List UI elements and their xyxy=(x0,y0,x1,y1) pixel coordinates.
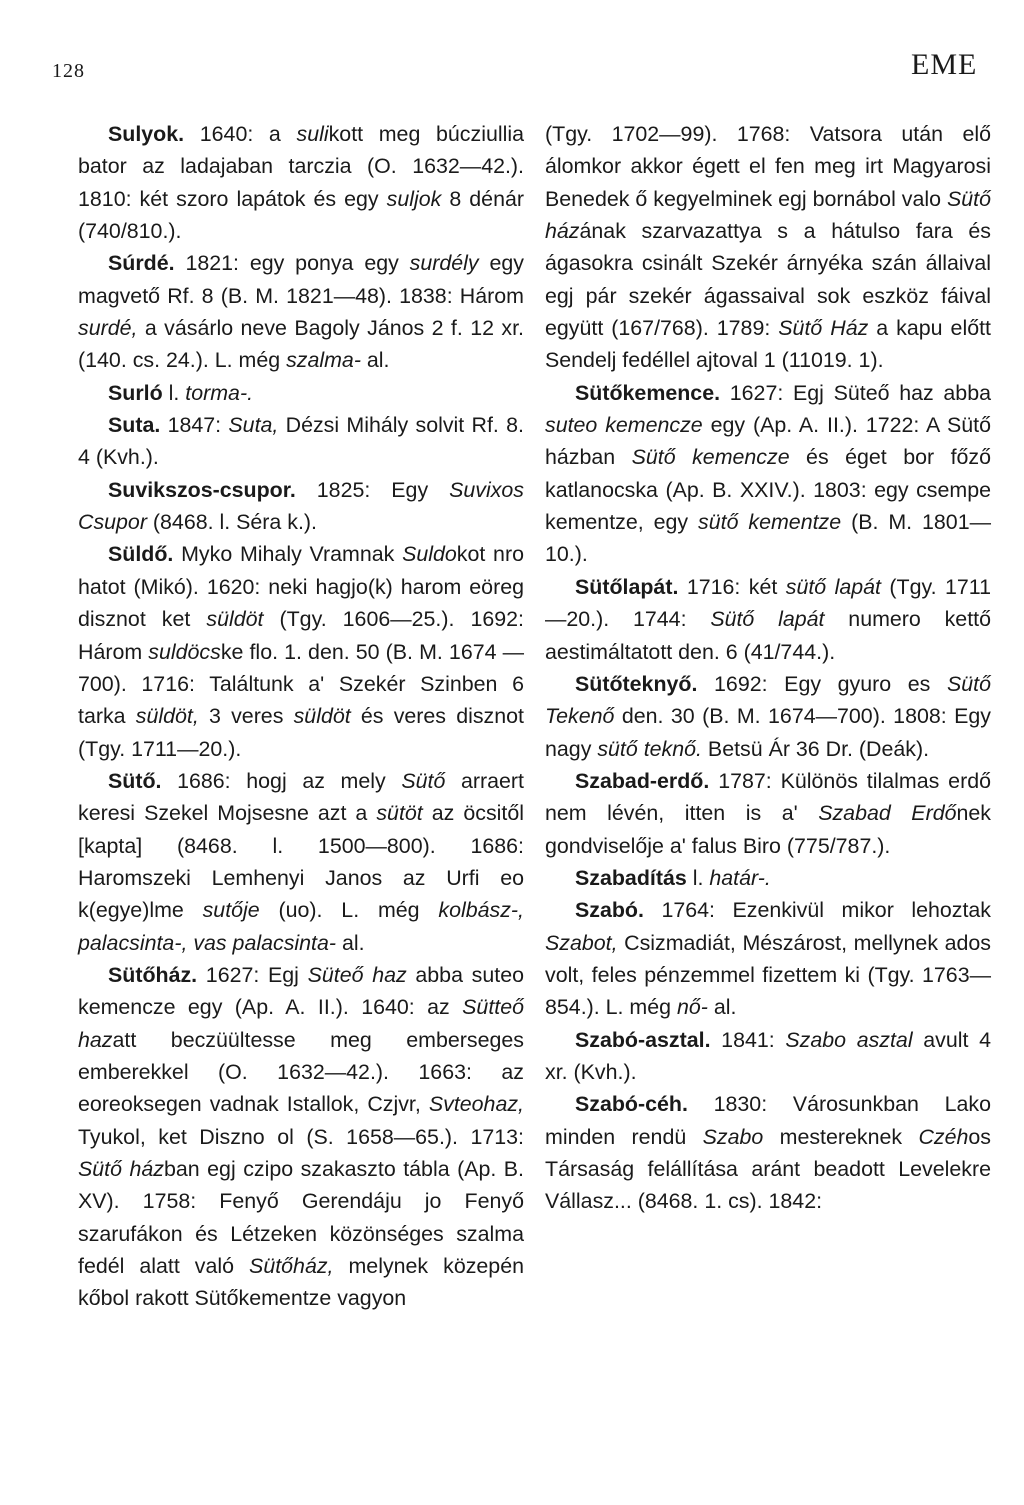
dictionary-entry xyxy=(545,571,991,668)
dictionary-entry xyxy=(78,409,524,474)
entry-text: al. xyxy=(360,348,390,373)
entry-italic-term: Sütő lapát xyxy=(710,607,825,632)
entry-text: (Tgy. 1606—25.). 1692: Három xyxy=(78,607,524,664)
entry-text: avult 4 xr. (Kvh.). xyxy=(545,1027,991,1084)
entry-text: Betsü Ár 36 Dr. (Deák). xyxy=(701,736,930,761)
entry-italic-term: Süteő haz xyxy=(307,962,407,987)
entry-headword: Suta. xyxy=(108,413,161,438)
entry-text: 1686: hogj az mely xyxy=(161,768,402,793)
entry-italic-term: suli xyxy=(296,122,329,146)
entry-text: nek gondviselője a' falus Biro (775/787.). xyxy=(545,801,991,858)
entry-text: (Tgy. 1702—99). 1768: Vatsora után elő álomkor akkor égett el fen meg irt Magyarosi Benedek ő kegyelminek egj bornábol valo xyxy=(545,122,991,211)
entry-headword: Sütőkemence. xyxy=(575,380,721,405)
entry-headword: Szabad-erdő. xyxy=(575,768,710,793)
entry-text: melynek közepén kőbol rakott Sütőkementze vagyon xyxy=(78,1254,524,1311)
entry-italic-term: nő- xyxy=(676,995,708,1020)
dictionary-entry xyxy=(78,474,524,539)
dictionary-entry xyxy=(545,894,991,1023)
entry-italic-term: Sütteő haz xyxy=(78,995,524,1052)
entry-text: Csizmadiát, Mészárost, mellynek ados volt, feles pénzemmel fizettem ki (Tgy. 1763—854.). L. még xyxy=(545,930,991,1020)
entry-italic-term: Szabot, xyxy=(545,930,618,955)
right-column xyxy=(545,118,991,1218)
entry-text: az öcsitől [kapta] (8468. l. 1500—800). 1686: Haromszeki Lemhenyi Janos az Urfi eo k(egye)lme xyxy=(78,801,524,923)
entry-text: egy (Ap. A. II.). 1722: A Sütő házban xyxy=(545,413,992,470)
entry-headword: Sütőteknyő. xyxy=(575,671,698,696)
entry-italic-term: torma-. xyxy=(185,380,254,405)
entry-text: (Tgy. 1711—20.). 1744: xyxy=(545,574,991,632)
entry-headword: Sütő. xyxy=(108,768,162,793)
dictionary-entry xyxy=(78,765,524,959)
entry-italic-term: sütő teknő. xyxy=(597,736,702,761)
entry-text: Myko Mihaly Vramnak xyxy=(173,542,403,567)
entry-italic-term: Suta, xyxy=(228,413,279,438)
entry-text: numero kettő aestimáltatott den. 6 (41/744.). xyxy=(545,607,991,664)
entry-text: 1825: Egy xyxy=(295,477,450,502)
entry-text: os Társaság felállítása aránt beadott Levelekre Vállasz... (8468. 1. cs). 1842: xyxy=(545,1124,991,1214)
dictionary-entry xyxy=(78,959,524,1315)
entry-italic-term: szalma- xyxy=(286,348,361,373)
entry-text: 1627: Egj Süteő haz abba xyxy=(720,380,991,405)
entry-italic-term: Sütő ház xyxy=(78,1157,164,1181)
entry-italic-term: Svteohaz, xyxy=(428,1092,524,1117)
entry-text: 1692: Egy gyuro es xyxy=(697,671,947,696)
entry-text: 1821: egy ponya egy xyxy=(174,251,410,276)
dictionary-entry xyxy=(545,1088,991,1217)
entry-italic-term: Czéh xyxy=(918,1124,969,1149)
entry-italic-term: suljok xyxy=(386,186,442,211)
entry-italic-term: Suldo xyxy=(402,542,457,567)
entry-text: 1764: Ezenkivül mikor lehoztak xyxy=(643,898,991,923)
entry-headword: Sulyok. xyxy=(108,122,185,146)
entry-text: és éget bor főző katlanocska (Ap. B. XXIV.). 1803: egy csempe kementze, egy xyxy=(545,445,991,535)
entry-text: 1841: xyxy=(710,1027,786,1052)
entry-text: 1787: Különös tilalmas erdő nem lévén, itten is a' xyxy=(545,768,991,826)
entry-text: 1830: Városunkban Lako minden rendü xyxy=(545,1092,991,1149)
page-number: 128 xyxy=(52,60,85,82)
entry-headword: Suvikszos-csupor. xyxy=(108,477,296,502)
entry-text: 1716: két xyxy=(678,574,786,599)
entry-text: Dézsi Mihály solvit Rf. 8. 4 (Kvh.). xyxy=(78,413,524,470)
entry-text: ának szarvazattya s a hátulso fara és ágasokra csinált Szekér árnyéka szán állaival egj pár szekér ágassaival sok eszköz fáival együtt (167/768). 1789: xyxy=(545,219,991,341)
entry-headword: Sütőlapát. xyxy=(575,574,679,599)
entry-italic-term: Szabo asztal xyxy=(785,1027,913,1052)
running-head: EME xyxy=(911,48,978,81)
dictionary-entry xyxy=(545,1024,991,1089)
entry-italic-term: Szabad Erdő xyxy=(818,801,957,826)
entry-italic-term: sütöt xyxy=(376,801,423,826)
entry-italic-term: Suvixos Csupor xyxy=(78,477,524,535)
entry-headword: Surló xyxy=(108,380,163,405)
entry-italic-term: Sütő kemencze xyxy=(631,445,790,470)
entry-headword: Sütőház. xyxy=(108,962,198,987)
dictionary-entry xyxy=(545,862,991,894)
entry-headword: Szabó. xyxy=(575,898,644,923)
entry-headword: Szabadítás xyxy=(575,865,687,890)
entry-italic-term: sutője xyxy=(202,898,260,923)
entry-text: 1627: Egj xyxy=(197,962,308,987)
dictionary-entry xyxy=(545,668,991,765)
entry-italic-term: süldöt xyxy=(206,607,264,632)
entry-italic-term: sütő lapát xyxy=(785,574,881,599)
entry-text: és veres disznot (Tgy. 1711—20.). xyxy=(78,704,524,761)
entry-text: egy magvető Rf. 8 (B. M. 1821—48). 1838: Három xyxy=(78,251,524,308)
dictionary-entry xyxy=(78,538,524,764)
entry-text: arraert keresi Szekel Mojsesne azt a xyxy=(78,768,524,826)
entry-text: ban egj czipo szakaszto tábla (Ap. B. XV). 1758: Fenyő Gerendáju jo Fenyő szarufákon és Létzeken közönséges szalma fedél alatt való xyxy=(78,1157,525,1279)
entry-italic-term: Sütő Tekenő xyxy=(545,671,991,729)
entry-italic-term: kolbász-, palacsinta-, vas palacsinta- xyxy=(78,898,524,955)
entry-text: kot nro hatot (Mikó). 1620: neki hagjo(k) harom eöreg disznot ket xyxy=(78,542,524,632)
dictionary-entry xyxy=(545,765,991,862)
entry-italic-term: Szabo xyxy=(702,1124,764,1149)
entry-text: 3 veres xyxy=(198,704,294,729)
entry-text: (uo). L. még xyxy=(259,898,439,923)
entry-text: den. 30 (B. M. 1674—700). 1808: Egy nagy xyxy=(545,704,991,761)
entry-text: 8 dénár (740/810.). xyxy=(78,186,524,244)
entry-headword: Súrdé. xyxy=(108,251,175,276)
left-column xyxy=(78,118,524,1315)
entry-text: ke flo. 1. den. 50 (B. M. 1674 —700). 1716: Találtunk a' Szekér Szinben 6 tarka xyxy=(78,639,524,729)
entry-italic-term: Sütő ház xyxy=(545,186,991,244)
entry-headword: Süldő. xyxy=(108,542,174,567)
entry-headword: Szabó-asztal. xyxy=(575,1027,711,1052)
entry-text: a vásárlo neve Bagoly János 2 f. 12 xr. (140. cs. 24.). L. még xyxy=(78,316,524,373)
entry-text: (B. M. 1801—10.). xyxy=(545,510,991,567)
dictionary-entry xyxy=(78,118,524,247)
entry-text: abba suteo kemencze egy (Ap. A. II.). 1640: az xyxy=(78,962,524,1020)
entry-italic-term: határ-. xyxy=(709,865,771,890)
entry-italic-term: surdély xyxy=(409,251,479,276)
entry-italic-term: Sütő Ház xyxy=(778,316,869,341)
entry-text: a kapu előtt Sendelj fedéllel ajtoval 1 (11019. 1). xyxy=(545,316,991,373)
entry-italic-term: surdé, xyxy=(78,316,138,341)
entry-text: Tyukol, ket Diszno ol (S. 1658—65.). 1713: xyxy=(78,1124,524,1149)
dictionary-entry xyxy=(78,247,524,376)
entry-text: al. xyxy=(336,930,365,955)
entry-italic-term: suldöcs xyxy=(148,639,221,664)
dictionary-entry xyxy=(545,118,991,377)
entry-text: (8468. l. Séra k.). xyxy=(146,510,317,535)
entry-italic-term: suteo kemencze xyxy=(545,413,703,438)
entry-text: l. xyxy=(686,865,710,890)
dictionary-entry xyxy=(78,377,524,409)
entry-italic-term: Sütőház, xyxy=(249,1254,334,1279)
dictionary-entry xyxy=(545,377,991,571)
entry-text: att beczüültesse meg emberseges emberekkel (O. 1632—42.). 1663: az eoreoksegen vadnak Istallok, Czjvr, xyxy=(78,1027,524,1117)
entry-italic-term: süldöt, xyxy=(135,704,199,729)
entry-text: 1847: xyxy=(160,413,229,438)
entry-text: 1640: a xyxy=(184,122,297,146)
entry-italic-term: süldöt xyxy=(293,704,351,729)
entry-text: l. xyxy=(162,380,186,405)
entry-italic-term: sütő kementze xyxy=(698,510,842,535)
entry-text: mestereknek xyxy=(763,1124,919,1149)
entry-text: al. xyxy=(707,995,737,1020)
entry-text: kott meg búcziullia bator az ladajaban tarczia (O. 1632—42.). 1810: két szoro lapátok és egy xyxy=(78,122,524,211)
entry-headword: Szabó-céh. xyxy=(575,1092,688,1117)
entry-italic-term: Sütő xyxy=(401,768,446,793)
